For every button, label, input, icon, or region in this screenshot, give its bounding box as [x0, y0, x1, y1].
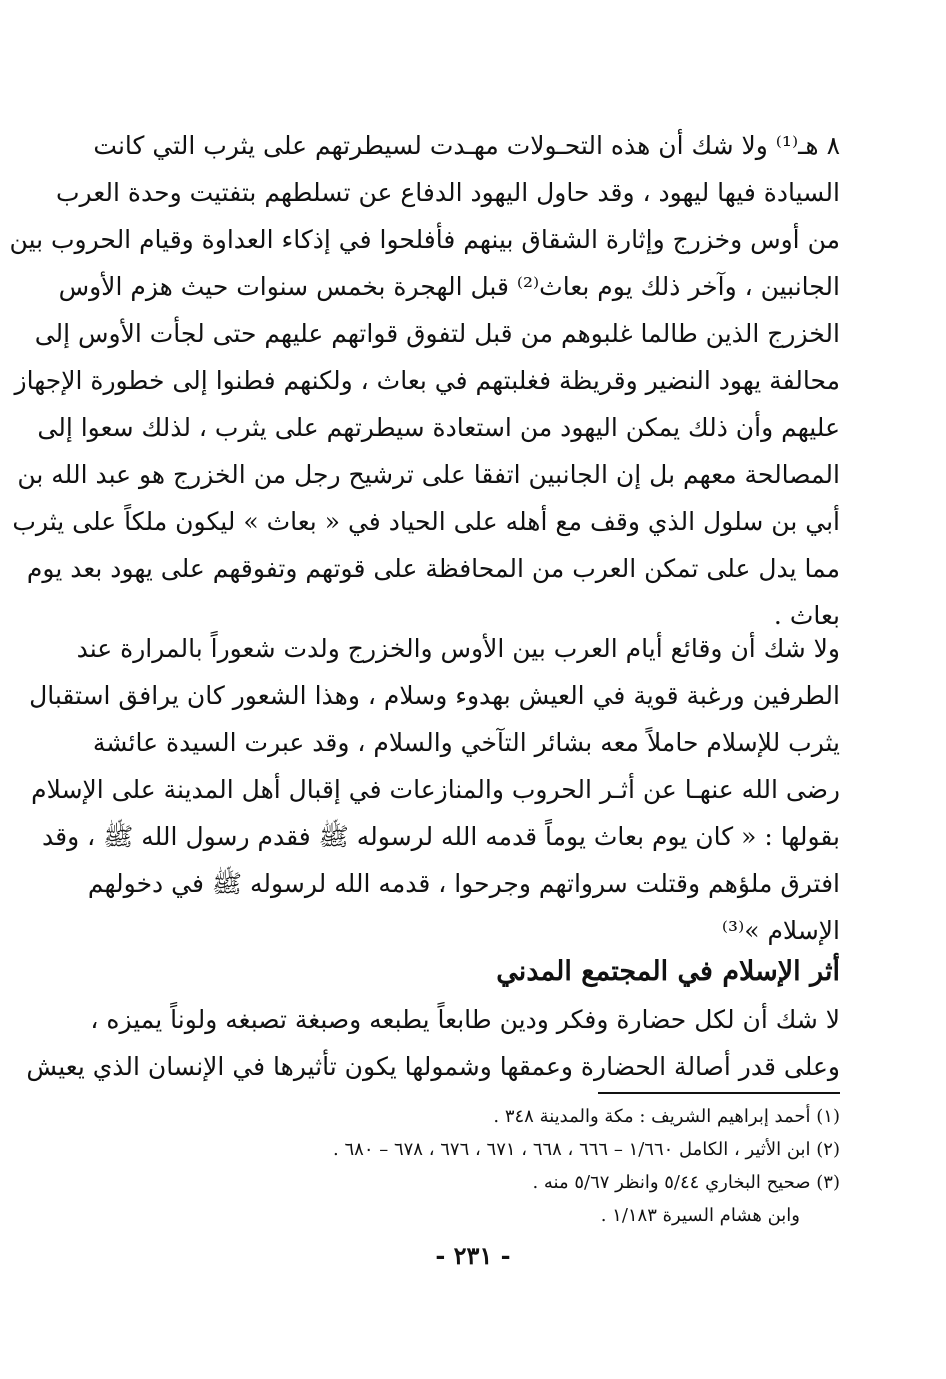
section-heading: أثر الإسلام في المجتمع المدني — [496, 956, 840, 987]
footnote-3: (٣) صحيح البخاري ٥/٤٤ وانظر ٥/٦٧ منه . — [532, 1172, 840, 1193]
text-line: عليهم وأن ذلك يمكن اليهود من استعادة سيطرتهم على يثرب ، لذلك سعوا إلى — [37, 413, 840, 442]
text-line: يثرب للإسلام حاملاً معه بشائر التآخي والسلام ، وقد عبرت السيدة عائشة — [92, 728, 840, 757]
text-line: ٨ هـ⁽¹⁾ ولا شك أن هذه التحـولات مهـدت لسيطرتهم على يثرب التي كانت — [93, 131, 840, 160]
text-line: الخزرج الذين طالما غلبوهم من قبل لتفوق قواتهم عليهم حتى لجأت الأوس إلى — [34, 319, 840, 348]
text-line: المصالحة معهم بل إن الجانبين اتفقا على ترشيح رجل من الخزرج هو عبد الله بن — [17, 460, 840, 489]
paragraph-2 — [29, 625, 840, 954]
paragraph-3 — [26, 996, 840, 1090]
text-line: من أوس وخزرج وإثارة الشقاق بينهم فأفلحوا في إذكاء العداوة وقيام الحروب بين — [9, 225, 840, 254]
text-line: بعاث . — [773, 601, 840, 630]
text-line: رضى الله عنهـا عن أثـر الحروب والمنازعات في إقبال أهل المدينة على الإسلام — [31, 775, 840, 804]
text-line: الطرفين ورغبة قوية في العيش بهدوء وسلام ، وهذا الشعور كان يرافق استقبال — [29, 681, 840, 710]
footnote-2: (٢) ابن الأثير ، الكامل ١/٦٦٠ – ٦٦٦ ، ٦٦٨ ، ٦٧١ ، ٦٧٦ ، ٦٧٨ – ٦٨٠ . — [333, 1139, 840, 1160]
text-line: بقولها : « كان يوم بعاث يوماً قدمه الله لرسوله ﷺ فقدم رسول الله ﷺ ، وقد — [42, 822, 840, 851]
paragraph-1 — [9, 122, 840, 639]
footnotes — [138, 1100, 840, 1232]
text-line: الإسلام »⁽³⁾ — [721, 916, 840, 945]
text-line: محالفة يهود النضير وقريظة فغلبتهم في بعاث ، ولكنهم فطنوا إلى خطورة الإجهاز — [14, 366, 840, 395]
text-line: وعلى قدر أصالة الحضارة وعمقها وشمولها يكون تأثيرها في الإنسان الذي يعيش — [26, 1052, 840, 1081]
text-line: ولا شك أن وقائع أيام العرب بين الأوس والخزرج ولدت شعوراً بالمرارة عند — [76, 634, 840, 663]
footnote-1: (١) أحمد إبراهيم الشريف : مكة والمدينة ٣٤٨ . — [493, 1106, 840, 1127]
text-line: افترق ملؤهم وقتلت سرواتهم وجرحوا ، قدمه الله لرسوله ﷺ في دخولهم — [87, 869, 840, 898]
text-line: مما يدل على تمكن العرب من المحافظة على قوتهم وتفوقهم على يهود بعد يوم — [26, 554, 840, 583]
text-line: أبي بن سلول الذي وقف مع أهله على الحياد في « بعاث » ليكون ملكاً على يثرب — [12, 507, 840, 536]
text-line: الجانبين ، وآخر ذلك يوم بعاث⁽²⁾ قبل الهجرة بخمس سنوات حيث هزم الأوس — [58, 272, 840, 301]
text-line: السيادة فيها ليهود ، وقد حاول اليهود الدفاع عن تسلطهم بتفتيت وحدة العرب — [56, 178, 840, 207]
page-number: - ٢٣١ - — [435, 1241, 511, 1270]
footnote-3-continuation: وابن هشام السيرة ١/١٨٣ . — [600, 1205, 800, 1226]
text-line: لا شك أن لكل حضارة وفكر ودين طابعاً يطبعه وصبغة تصبغه ولوناً يميزه ، — [90, 1005, 840, 1034]
footnote-divider — [598, 1092, 840, 1094]
